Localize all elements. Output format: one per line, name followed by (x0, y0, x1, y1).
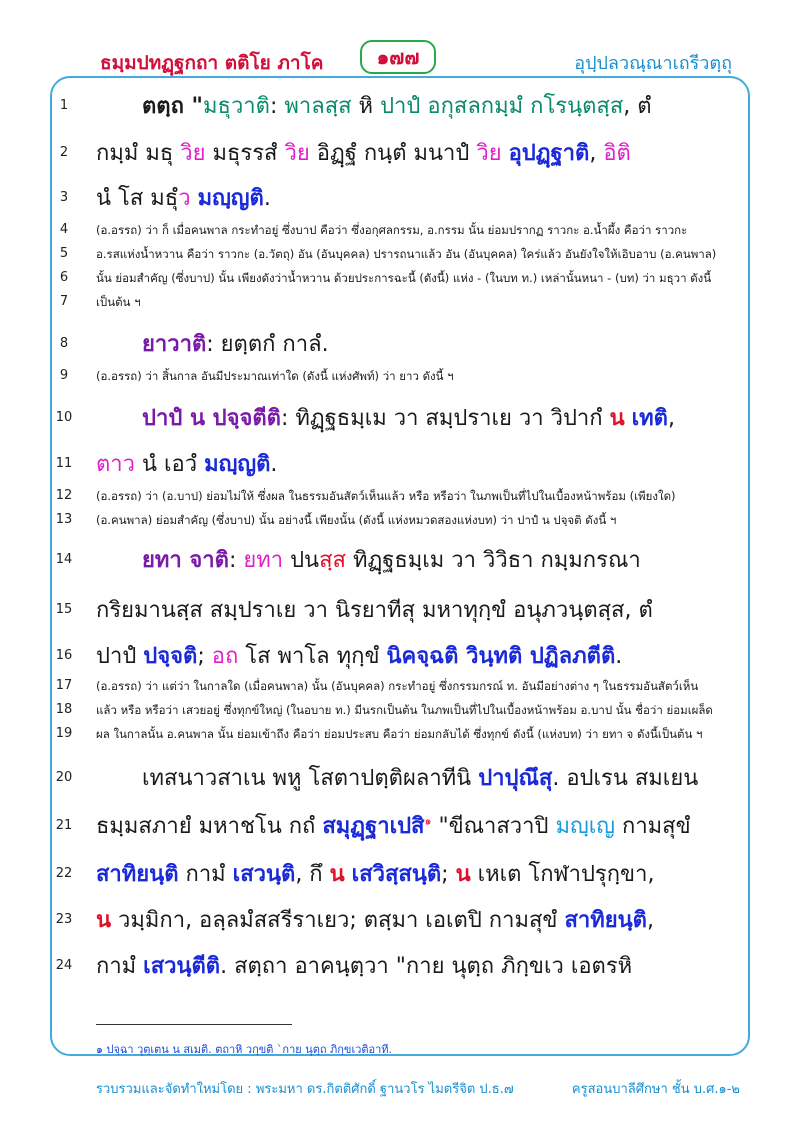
line-number: 4 (59, 222, 69, 237)
pali-text: ธมฺมสภายํ มหาชโน กถํ สมุฏฺฐาเปสิ$^๑$ "ขีณาสวาปิ มญฺเญ กามสุขํ (96, 814, 691, 839)
pali-text: น วมฺมิกา, อลฺลมํสสรีราเยว; ตสฺมา เอเตปิ กามสุขํ สาทิยนฺติ, (96, 908, 654, 933)
line-number: 5 (59, 246, 69, 261)
thai-translation: เป็นต้น ฯ (96, 295, 141, 309)
thai-translation: (อ.อรรถ) ว่า (อ.บาป) ย่อมไม่ให้ ซึ่งผล ในธรรมอันสัตว์เห็นแล้ว หรือ หรือว่า ในภพเป็นที่ไปในเบื้องหน้าพร้อม (เพียงใด) (96, 489, 676, 503)
line-number: 2 (59, 145, 69, 160)
line-number: 12 (55, 488, 73, 503)
thai-translation: นั้น ย่อมสำคัญ (ซึ่งบาป) นั้น เพียงดังว่าน้ำหวาน ด้วยประการฉะนี้ (ดังนี้) แห่ง - (ในบท ท.) เหล่านั้นหนา - (บท) ว่า มธุวา ดังนี้ (96, 271, 712, 285)
line-number: 6 (59, 270, 69, 285)
line-number: 13 (55, 512, 73, 527)
pali-text: ตาว นํ เอวํ มญฺญติ. (96, 452, 278, 477)
line-number: 19 (55, 726, 73, 741)
pali-text: ปาปํ ปจฺจติ; อถ โส พาโล ทุกฺขํ นิคจฺฉติ วินฺทติ ปฏิลภตีติ. (96, 644, 623, 669)
footnote: ๑ ปจฺฉา วุตฺเตน น สเมติ. ตถาหิ วกฺขติ `กาย นุตฺถ ภิกฺขเวติอาที. (96, 1043, 393, 1056)
line-number: 21 (55, 818, 73, 833)
line-number: 3 (59, 190, 69, 205)
page-number: ๑๗๗ (360, 40, 436, 74)
footnote-divider (96, 1024, 292, 1025)
pali-text: ยทา จาติ: ยทา ปนสฺส ทิฏฺฐธมฺเม วา วิวิธา กมฺมกรณา (142, 548, 641, 573)
line-number: 22 (55, 866, 73, 881)
thai-translation: (อ.คนพาล) ย่อมสำคัญ (ซึ่งบาป) นั้น อย่างนี้ เพียงนั้น (ดังนี้ แห่งหมวดสองแห่งบท) ว่า ปาปํ น ปจฺจติ ดังนี้ ฯ (96, 513, 617, 527)
pali-text: ปาปํ น ปจฺจตีติ: ทิฏฺฐธมฺเม วา สมฺปราเย วา วิปากํ น เทติ, (142, 406, 675, 431)
thai-translation: (อ.อรรถ) ว่า แต่ว่า ในกาลใด (เมื่อคนพาล) นั้น (อันบุคคล) กระทำอยู่ ซึ่งกรรมกรณ์ ท. อันมีอย่างต่าง ๆ ในธรรมอันสัตว์เห็น (96, 679, 699, 693)
line-number: 14 (55, 552, 73, 567)
footer-author: รวบรวมและจัดทำใหม่โดย : พระมหา ดร.กิตติศักดิ์ ฐานวโร ไมตรีจิต ป.ธ.๗ (96, 1082, 514, 1097)
thai-translation: (อ.อรรถ) ว่า ก็ เมื่อคนพาล กระทำอยู่ ซึ่งบาป คือว่า ซึ่งอกุศลกรรม, อ.กรรม นั้น ย่อมปรากฏ ราวกะ อ.น้ำผึ้ง คือว่า ราวกะ (96, 223, 688, 237)
line-number: 11 (55, 456, 73, 471)
pali-text: สาทิยนฺติ กามํ เสวนฺติ, กึ น เสวิสฺสนฺติ; น เหเต โกฬาปรุกฺขา, (96, 862, 655, 887)
chapter-title: อุปฺปลวณฺณาเถรีวตฺถุ (574, 53, 732, 74)
line-number: 20 (55, 770, 73, 785)
line-number: 1 (59, 98, 69, 113)
pali-text: ยาวาติ: ยตฺตกํ กาลํ. (142, 332, 329, 357)
pali-text: กริยมานสฺส สมฺปราเย วา นิรยาทีสุ มหาทุกฺขํ อนุภวนฺตสฺส, ตํ (96, 598, 653, 623)
thai-translation: แล้ว หรือ หรือว่า เสวยอยู่ ซึ่งทุกข์ใหญ่ (ในอบาย ท.) มีนรกเป็นต้น ในภพเป็นที่ไปในเบื้องหน้าพร้อม อ.บาป นั้น ชื่อว่า ย่อมเผล็ด (96, 703, 713, 717)
pali-text: กมฺมํ มธุ วิย มธุรรสํ วิย อิฏฺฐํ กนฺตํ มนาปํ วิย อุปฏฺฐาติ, อิติ (96, 141, 631, 166)
line-number: 10 (55, 410, 73, 425)
thai-translation: (อ.อรรถ) ว่า สิ้นกาล อันมีประมาณเท่าใด (ดังนี้ แห่งศัพท์) ว่า ยาว ดังนี้ ฯ (96, 369, 454, 383)
pali-text: นํ โส มธุํว มญฺญติ. (96, 186, 271, 211)
line-number: 15 (55, 602, 73, 617)
line-number: 24 (55, 958, 73, 973)
line-number: 23 (55, 912, 73, 927)
line-number: 16 (55, 648, 73, 663)
pali-text: ตตฺถ "มธุวาติ: พาลสฺส หิ ปาปํ อกุสลกมฺมํ กโรนฺตสฺส, ตํ (142, 94, 652, 119)
book-title: ธมฺมปทฏฺฐกถา ตติโย ภาโค (100, 52, 324, 74)
page-header (0, 38, 800, 78)
line-number: 8 (59, 336, 69, 351)
pali-text: เทสนาวสาเน พหู โสตาปตฺติผลาทีนิ ปาปุณึสุ. อปเรน สมเยน (142, 766, 699, 791)
pali-text: กามํ เสวนฺตีติ. สตฺถา อาคนฺตฺวา "กาย นุตฺถ ภิกฺขเว เอตรหิ (96, 954, 633, 979)
line-number: 17 (55, 678, 73, 693)
footer-role: ครูสอนบาลีศึกษา ชั้น บ.ศ.๑-๒ (571, 1082, 740, 1097)
line-number: 9 (59, 368, 69, 383)
thai-translation: ผล ในกาลนั้น อ.คนพาล นั้น ย่อมเข้าถึง คือว่า ย่อมประสบ คือว่า ย่อมกลับได้ ซึ่งทุกข์ ดังนี้ (แห่งบท) ว่า ยทา จ ดังนี้เป็นต้น ฯ (96, 727, 703, 741)
line-number: 18 (55, 702, 73, 717)
line-number: 7 (59, 294, 69, 309)
thai-translation: อ.รสแห่งน้ำหวาน คือว่า ราวกะ (อ.วัตถุ) อัน (อันบุคคล) ปรารถนาแล้ว อัน (อันบุคคล) ใคร่แล้ว อันยังใจให้เอิบอาบ (อ.คนพาล) (96, 247, 717, 261)
